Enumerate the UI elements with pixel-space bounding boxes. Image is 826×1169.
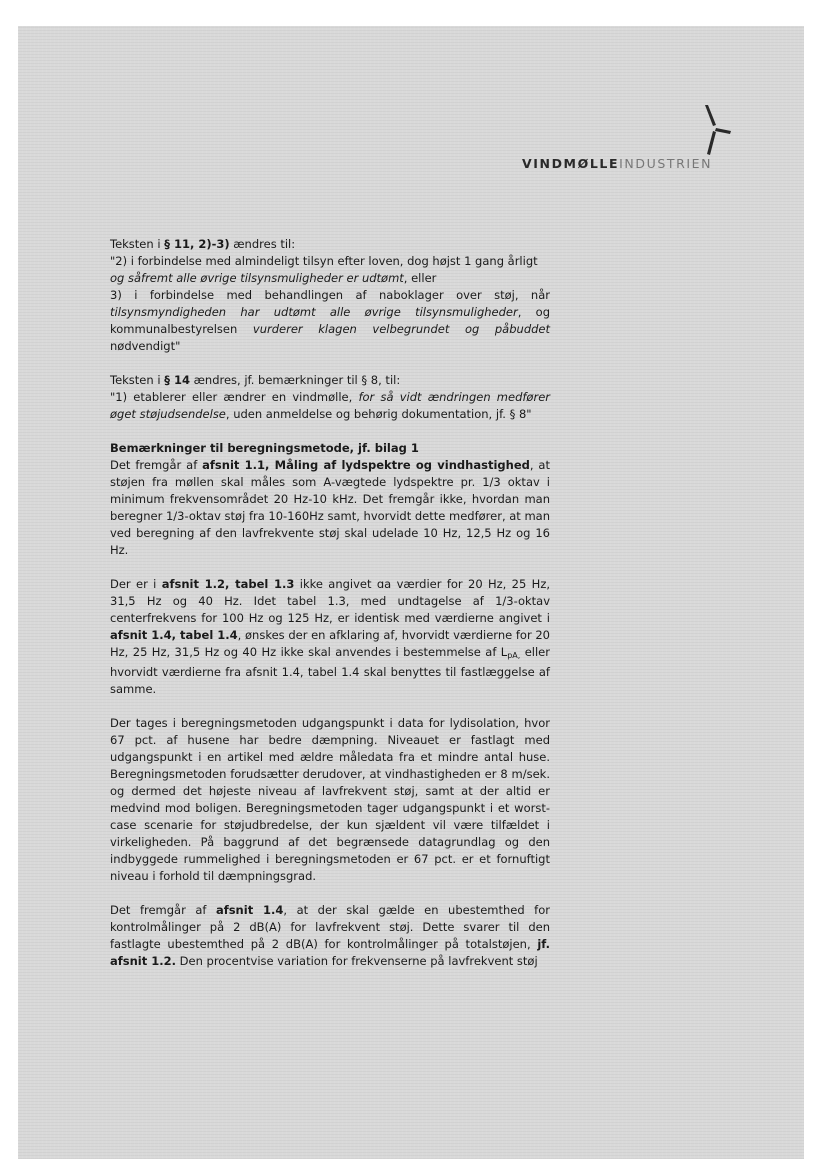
text-run: ændres til:	[229, 237, 296, 251]
amendment-section-11	[110, 236, 550, 355]
text-run: , og	[517, 305, 550, 319]
section-reference: afsnit 1.4, tabel 1.4	[110, 628, 238, 642]
text-run: Det fremgår af	[110, 458, 203, 472]
paragraph-sound-insulation	[110, 715, 550, 885]
emphasis: og såfremt alle øvrige tilsynsmuligheder er udtømt	[110, 271, 404, 285]
text-run: Teksten i	[110, 373, 165, 387]
item-3	[110, 287, 550, 304]
section-reference: afsnit 1.2, tabel 1.3	[161, 577, 295, 591]
text-run: Teksten i	[110, 237, 165, 251]
item-2-cont	[110, 270, 550, 287]
item-2	[110, 253, 550, 270]
section-heading: Bemærkninger til beregningsmetode, jf. bilag 1	[110, 441, 419, 455]
text-run: , at der skal gælde en ubestemthed for kontrolmålinger på 2 dB(A) for lavfrekvent støj. Dette svarer til den fastlagte ubestemthed på 2 dB(A) for kontrolmålinger på totalstøjen,	[110, 903, 550, 951]
item-3-cont	[110, 304, 550, 321]
paragraph-intro	[110, 236, 550, 253]
text-run: eller hvorvidt værdierne fra afsnit 1.4, tabel 1.4 skal benyttes til fastlæggelse af samme.	[110, 645, 550, 696]
text-run: , at støjen fra møllen skal måles som A-vægtede lydspektre pr. 1/3 oktav i minimum frekvensområdet 20 Hz-10 kHz. Det fremgår ikke, hvordan man beregner 1/3-oktav støj fra 10-160Hz samt, hvorvidt dette medfører, at man ved beregning af den lavfrekvente støj skal udelade 10 Hz, 12,5 Hz og 16 Hz.	[110, 458, 551, 557]
text-run: "1) etablerer eller ændrer en vindmølle,	[110, 390, 359, 404]
paragraph-uncertainty	[110, 902, 550, 970]
document-body	[110, 236, 550, 987]
paragraph-intro	[110, 372, 550, 389]
text-run: 3) i forbindelse med behandlingen af naboklager over støj, når	[110, 288, 550, 302]
emphasis: vurderer klagen velbegrundet og påbuddet	[252, 322, 551, 336]
item-3-end	[110, 338, 550, 355]
item-1	[110, 389, 550, 406]
text-run: Der tages i beregningsmetoden udgangspunkt i data for lydisolation, hvor 67 pct. af husene har bedre dæmpning. Niveauet er fastlagt med udgangspunkt i en artikel med ældre måledata fra et mindre antal huse. Beregningsmetoden forudsætter derudover, at vindhastigheden er 8 m/sek. og dermed det højeste niveau af lavfrekvent støj, samt at der altid er medvind mod boligen. Beregningsmetoden tager udgangspunkt i et worst-case scenarie for støjudbredelse, der kun sjældent vil være tilfældet i virkeligheden. På baggrund af det begrænsede datagrundlag og den indbyggede rummelighed i beregningsmetoden er 67 pct. er et fornuftigt niveau i forhold til dæmpningsgrad.	[110, 716, 550, 883]
subscript: pA,	[507, 651, 521, 660]
emphasis: tilsynsmyndigheden har udtømt alle øvrige tilsynsmuligheder	[110, 305, 518, 319]
item-1-cont	[110, 406, 550, 423]
text-run: , ønskes der en afklaring af, hvorvidt værdierne for 20 Hz, 25 Hz, 31,5 Hz og 40 Hz ikke skal anvendes i bestemmelse af L	[110, 628, 550, 659]
text-run: kommunalbestyrelsen	[110, 322, 253, 336]
paragraph-table-1-3	[110, 576, 550, 698]
section-reference: afsnit 1.4	[215, 903, 284, 917]
text-run: nødvendigt"	[110, 339, 181, 353]
remarks-calculation-method	[110, 440, 550, 559]
brand-part-2: INDUSTRIEN	[619, 156, 713, 171]
wind-turbine-icon	[695, 104, 735, 156]
emphasis: for så vidt ændringen medfører	[358, 390, 550, 404]
text-run: ikke angivet ɑa værdier for 20 Hz, 25 Hz, 31,5 Hz og 40 Hz. Idet tabel 1.3, med undtagelse af 1/3-oktav centerfrekvens for 100 Hz og 125 Hz, er identisk med værdierne angivet i	[110, 577, 551, 625]
section-reference: § 14	[164, 373, 190, 387]
emphasis: øget støjudsendelse	[110, 407, 226, 421]
amendment-section-14	[110, 372, 550, 423]
text-run: , uden anmeldelse og behørig dokumentation, jf. § 8"	[225, 407, 532, 421]
section-reference: § 11, 2)-3)	[164, 237, 230, 251]
text-run: Den procentvise variation for frekvenserne på lavfrekvent støj	[175, 954, 538, 968]
brand-part-1: VINDMØLLE	[522, 156, 620, 171]
section-reference: afsnit 1.1, Måling af lydspektre og vindhastighed	[202, 458, 530, 472]
section-reference: jf. afsnit 1.2.	[110, 937, 550, 968]
text-run: ændres, jf. bemærkninger til § 8, til:	[189, 373, 401, 387]
text-run: "2) i forbindelse med almindeligt tilsyn efter loven, dog højst 1 gang årligt	[110, 254, 538, 268]
text-run: Der er i	[110, 577, 162, 591]
brand-wordmark	[522, 156, 712, 171]
item-3-cont-2	[110, 321, 550, 338]
text-run: Det fremgår af	[110, 903, 216, 917]
text-run: , eller	[403, 271, 437, 285]
letterhead	[0, 0, 826, 200]
